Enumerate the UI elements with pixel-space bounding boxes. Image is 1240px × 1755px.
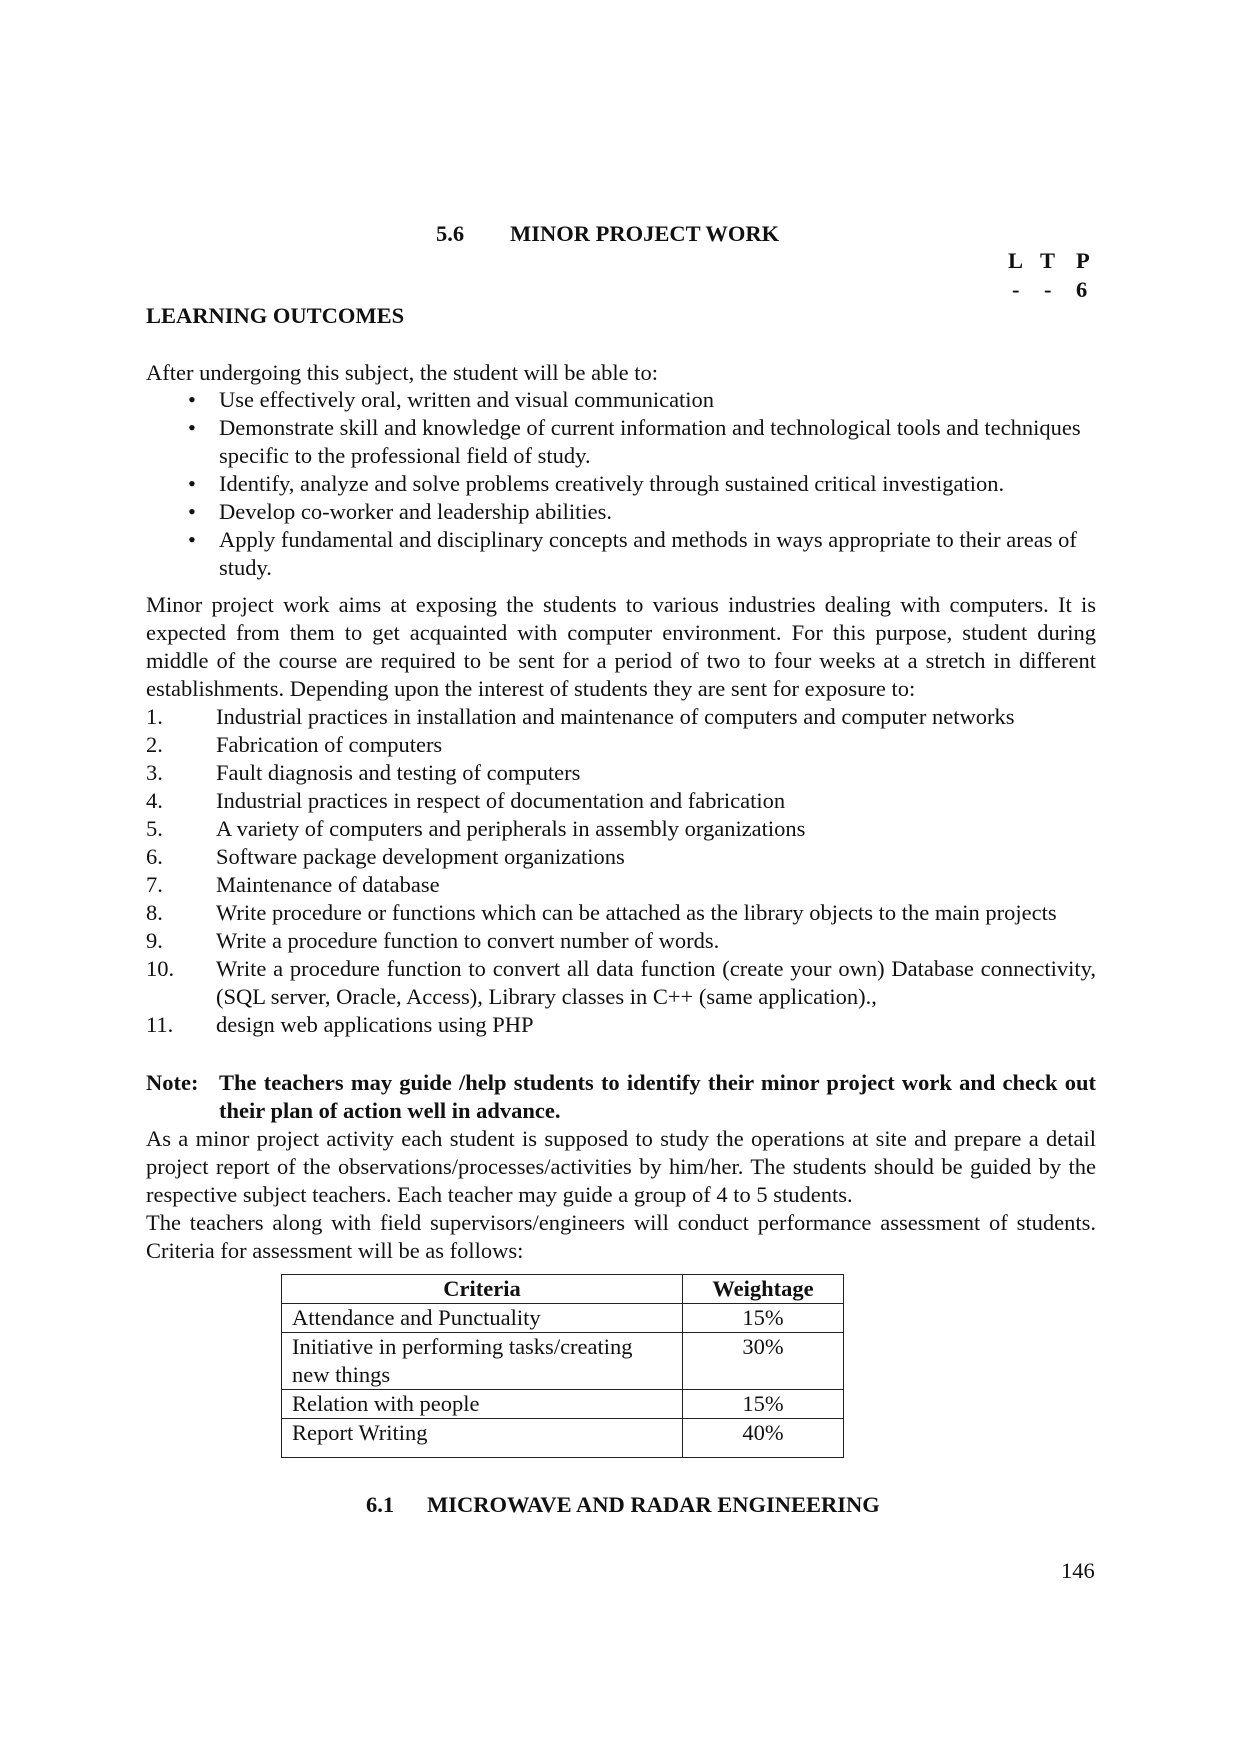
learning-outcomes-title: LEARNING OUTCOMES — [146, 303, 405, 328]
table-row — [282, 1333, 844, 1390]
list-item: 3. Fault diagnosis and testing of computers — [146, 760, 581, 785]
list-item: 4. Industrial practices in respect of documentation and fabrication — [146, 788, 786, 813]
header-weightage: Weightage — [683, 1275, 844, 1304]
outcome-item: • Demonstrate skill and knowledge of current information and technological tools and techniques specific to the professional field of study. — [146, 414, 1099, 470]
list-item: 5. A variety of computers and peripherals in assembly organizations — [146, 816, 806, 841]
page-number: 146 — [1061, 1558, 1095, 1583]
paragraph-activity: As a minor project activity each student is supposed to study the operations at site and prepare a detail project report of the observations/processes/activities by him/her. The students should be guided by the respective subject teachers. Each teacher may guide a group of 4 to 5 students. — [146, 1126, 1096, 1207]
paragraph-intro: Minor project work aims at exposing the students to various industries dealing with computers. It is expected from them to get acquainted with computer environment. For this purpose, student during middle of the course are required to be sent for a period of two to four weeks at a stretch in different establishments. Depending upon the interest of students they are sent for exposure to: — [146, 592, 1096, 701]
note-label: Note: — [146, 1070, 199, 1095]
criteria-cell: Initiative in performing tasks/creating new things — [282, 1333, 683, 1390]
exposure-list — [146, 703, 1096, 1039]
table-row — [282, 1304, 844, 1333]
weightage-cell: 30% — [683, 1333, 844, 1390]
section-title: MINOR PROJECT WORK — [510, 221, 780, 246]
list-item: 1. Industrial practices in installation and maintenance of computers and computer networks — [146, 704, 1015, 729]
outcome-item: • Develop co-worker and leadership abilities. — [146, 498, 1106, 526]
outcome-item: • Apply fundamental and disciplinary concepts and methods in ways appropriate to their areas of study. — [146, 526, 1099, 582]
outcomes-list — [146, 386, 1106, 582]
list-item: 11. design web applications using PHP — [146, 1012, 534, 1037]
table-header-row — [282, 1275, 844, 1304]
list-item: 9. Write a procedure function to convert number of words. — [146, 928, 720, 953]
next-section-title: MICROWAVE AND RADAR ENGINEERING — [427, 1492, 880, 1517]
list-item: 6. Software package development organizations — [146, 844, 625, 869]
ltp-label-t: T — [1040, 248, 1056, 273]
intro-text: After undergoing this subject, the student will be able to: — [146, 360, 658, 385]
ltp-label-p: P — [1076, 248, 1090, 273]
ltp-value-t: - — [1044, 277, 1052, 302]
criteria-cell: Relation with people — [282, 1390, 683, 1419]
outcome-item: • Use effectively oral, written and visual communication — [146, 386, 1106, 414]
criteria-cell: Attendance and Punctuality — [282, 1304, 683, 1333]
table-row — [282, 1390, 844, 1419]
weightage-cell: 15% — [683, 1304, 844, 1333]
weightage-cell: 15% — [683, 1390, 844, 1419]
list-item: 10. Write a procedure function to convert all data function (create your own) Database connectivity, (SQL server, Oracle, Access), Library classes in C++ (same application)., — [146, 956, 1096, 1009]
outcome-item: • Identify, analyze and solve problems creatively through sustained critical investigation. — [146, 470, 1106, 498]
list-item: 2. Fabrication of computers — [146, 732, 443, 757]
note-block — [146, 1069, 1096, 1125]
table-row — [282, 1419, 844, 1458]
ltp-label-l: L — [1008, 248, 1024, 273]
note-text: The teachers may guide /help students to identify their minor project work and check out their plan of action well in advance. — [219, 1070, 1096, 1123]
criteria-cell: Report Writing — [282, 1419, 683, 1458]
list-item: 7. Maintenance of database — [146, 872, 440, 897]
criteria-table — [281, 1274, 844, 1458]
ltp-value-l: - — [1012, 277, 1020, 302]
ltp-value-p: 6 — [1076, 277, 1088, 302]
section-number: 5.6 — [436, 221, 465, 246]
next-section-number: 6.1 — [366, 1492, 395, 1517]
header-criteria: Criteria — [282, 1275, 683, 1304]
weightage-cell: 40% — [683, 1419, 844, 1458]
paragraph-assessment: The teachers along with field supervisors/engineers will conduct performance assessment of students. Criteria for assessment will be as follows: — [146, 1210, 1096, 1263]
list-item: 8. Write procedure or functions which can be attached as the library objects to the main projects — [146, 900, 1057, 925]
